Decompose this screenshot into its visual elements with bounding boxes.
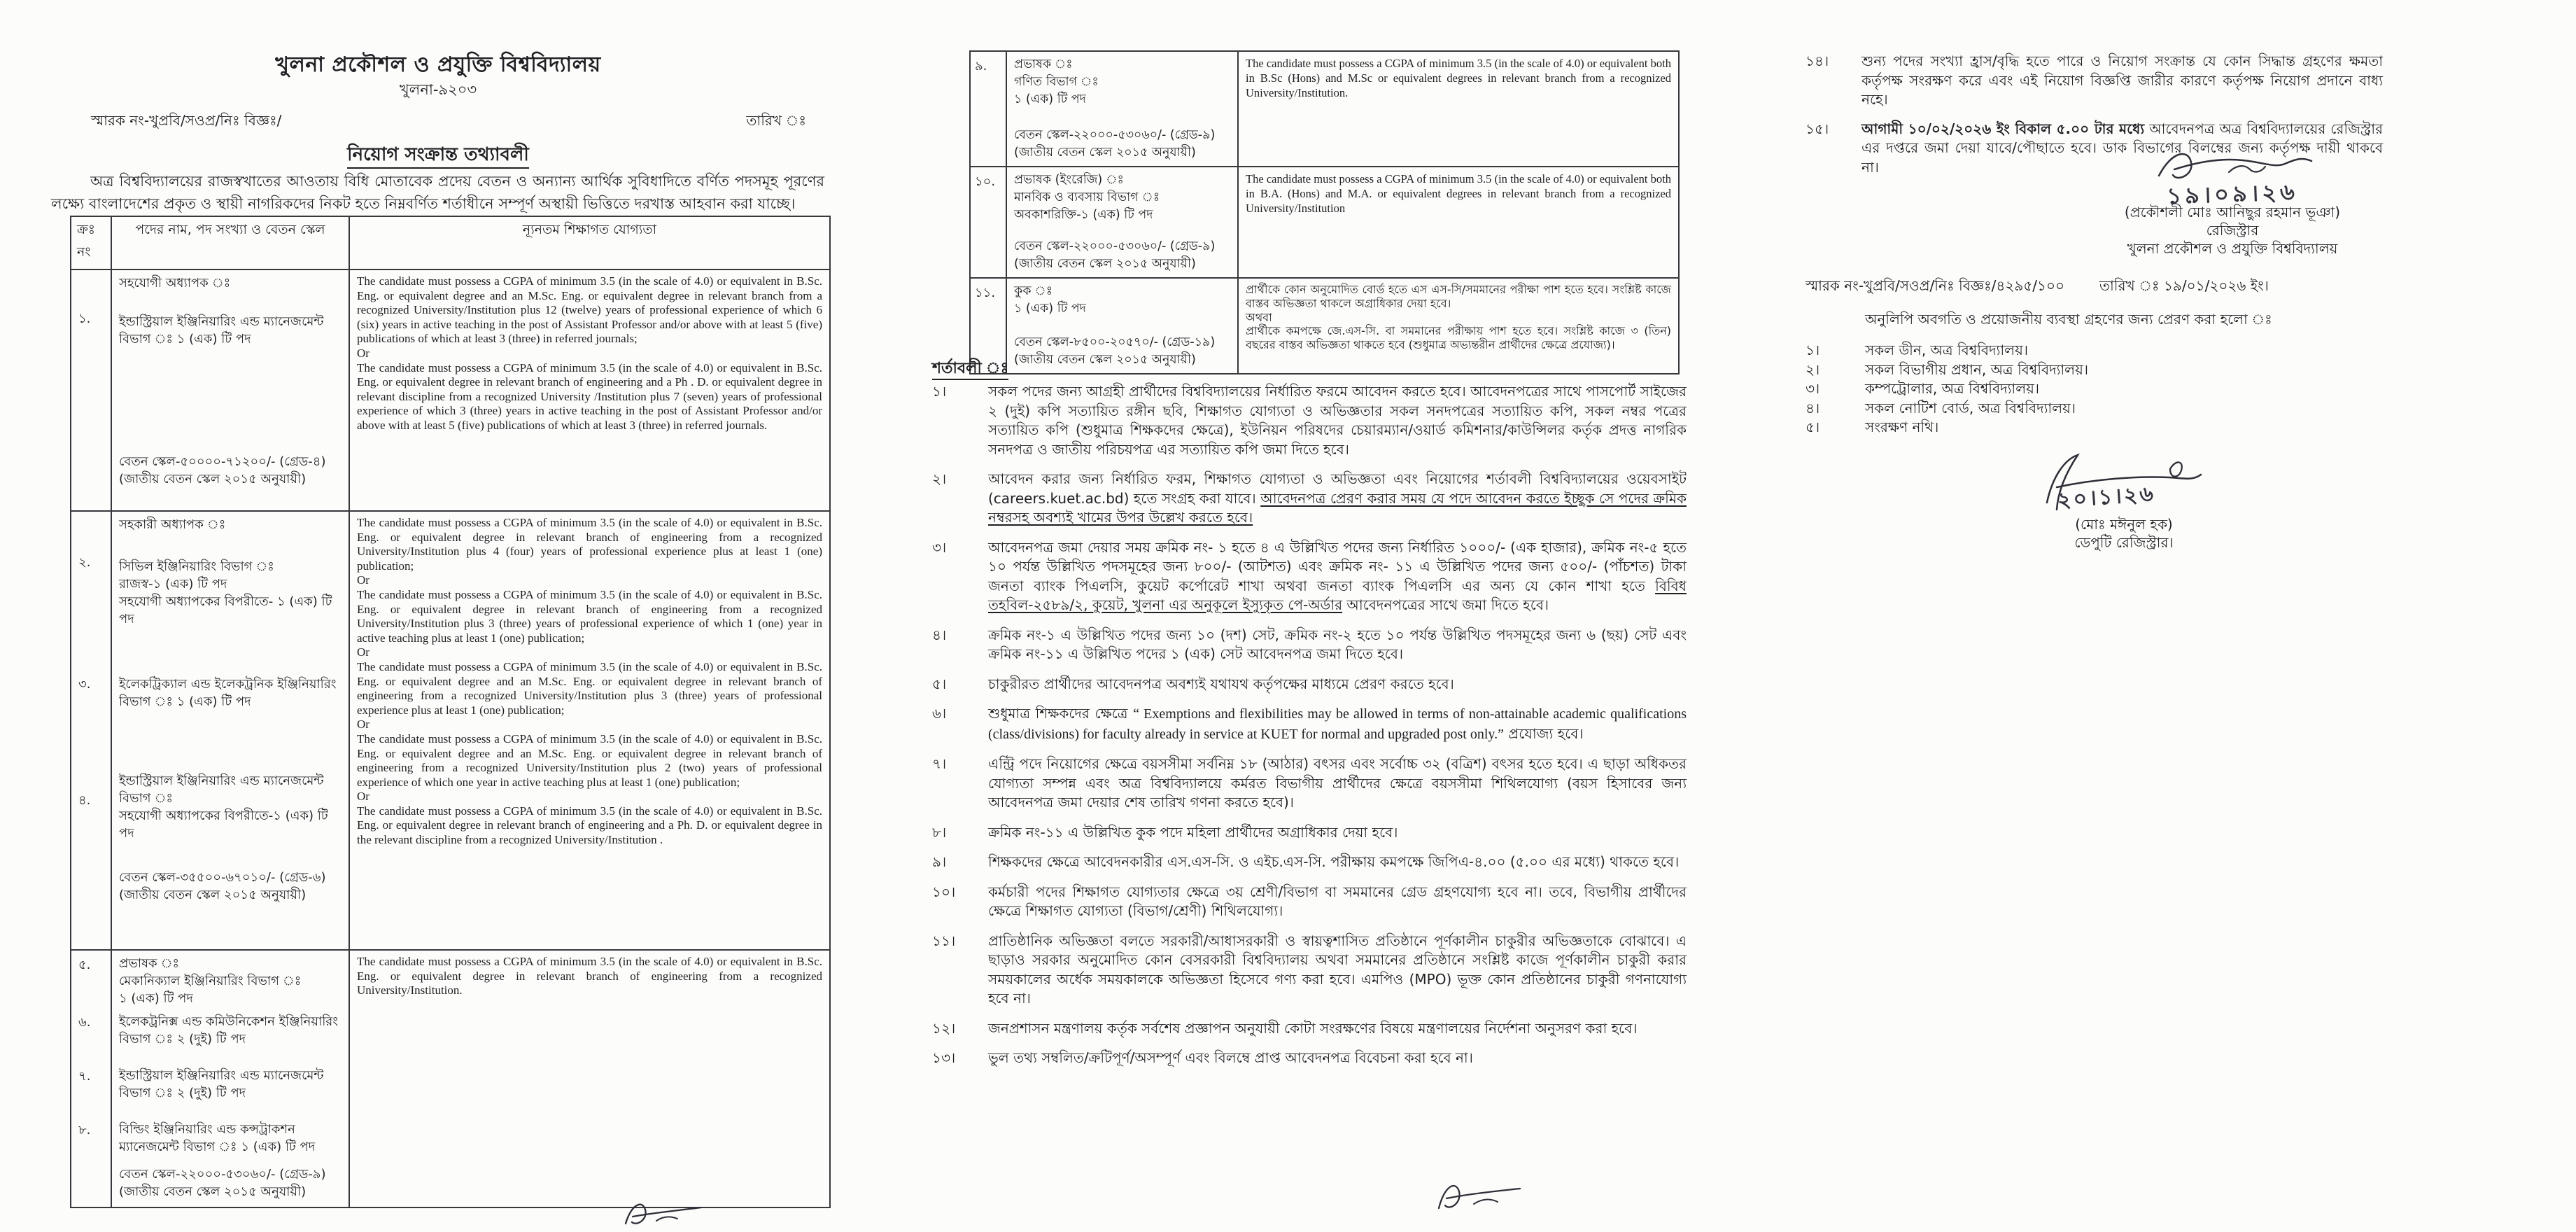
condition-item: ৮। ক্রমিক নং-১১ এ উল্লিখিত কুক পদে মহিলা প্রার্থীদের অগ্রাধিকার দেয়া হবে।	[932, 823, 1398, 841]
condition-item: ২। আবেদন করার জন্য নির্ধারিত ফরম, শিক্ষাগত যোগ্যতা ও অভিজ্ঞতা এবং নিয়োগের শর্তাবলী বিশ্ববিদ্যালয়ের ওয়েবসাইট (careers.kuet.ac.bd) হতে সংগ্রহ করা যাবে। আবেদনপত্র প্রেরণ করার সময় যে পদে আবেদন করতে ইচ্ছুক সে পদের ক্রমিক নম্বরসহ অবশ্যই খামের উপর উল্লেখ করতে হবে।	[932, 470, 1687, 526]
copy-item: ৫। সংরক্ষণ নথি।	[1806, 419, 1939, 435]
condition-item: ১৩। ভুল তথ্য সম্বলিত/ক্রটিপূর্ণ/অসম্পূর্ণ এবং বিলম্বে প্রাপ্ত আবেদনপত্র বিবেচনা করা হবে না।	[932, 1049, 1473, 1066]
serial-1: ১.	[78, 312, 91, 326]
condition-item: ৬। শুধুমাত্র শিক্ষকদের ক্ষেত্রে “ Exemptions and flexibilities may be allowed in terms of non-attainable academic qualifications (class/divisions) for faculty already in service at KUET for normal and upgraded post only.” প্রযোজ্য হবে।	[932, 705, 1687, 742]
qualification-cell-9: The candidate must possess a CGPA of minimum 3.5 (in the scale of 4.0) or equivalent both in B.Sc (Hons) and M.Sc or equivalent degrees in relevant branch from a recognized University/Institution.	[1246, 57, 1671, 99]
page-middle	[931, 0, 1701, 1229]
page-left	[45, 0, 831, 1229]
memo-number-label: স্মারক নং-খুপ্রবি/সওপ্র/নিঃ বিজ্ঞঃ/	[91, 112, 282, 129]
qualification-cell-5-8: The candidate must possess a CGPA of minimum 3.5 (in the scale of 4.0) or equivalent in B.Sc. Eng. or equivalent degree in relevant branch of engineering from a recognized University/Institution.	[357, 955, 822, 997]
serial-10: ১০.	[975, 174, 996, 189]
serial-2: ২.	[78, 555, 91, 570]
deputy-signature	[2008, 448, 2239, 515]
condition-item: ৯। শিক্ষকদের ক্ষেত্রে আবেদনকারীর এস.এস-সি. ও এইচ.এস-সি. পরীক্ষায় কমপক্ষে জিপিএ-৪.০০ (৫.০০ এর মধ্যে) থাকতে হবে।	[932, 853, 1680, 870]
signature-page2	[1428, 1175, 1526, 1219]
col-header-qualification: ন্যূনতম শিক্ষাগত যোগ্যতা	[522, 222, 657, 237]
copy-list	[1806, 341, 2295, 438]
conditions-heading: শর্তাবলী ঃ	[932, 356, 1008, 382]
table-row	[71, 950, 830, 1208]
post-cell-1: সহযোগী অধ্যাপক ঃ ইন্ডাস্ট্রিয়াল ইঞ্জিনিয়ারিং এন্ড ম্যানেজমেন্ট বিভাগ ঃ ১ (এক) টি পদ বেতন স্কেল-৫০০০০-৭১২০০/- (গ্রেড-৪) (জাতীয় বেতন স্কেল ২০১৫ অনুযায়ী)	[119, 276, 326, 486]
serial-6: ৬.	[78, 1015, 91, 1030]
memo-date-2: তারিখ ঃ ১৯/০১/২০২৬ ইং।	[2099, 277, 2269, 294]
page-right	[1799, 0, 2576, 1229]
copy-item: ৩। কম্পট্রোলার, অত্র বিশ্ববিদ্যালয়।	[1806, 380, 2040, 397]
table-row	[970, 167, 1679, 278]
table-header-row	[71, 216, 830, 270]
qualification-cell-11: প্রার্থীকে কোন অনুমোদিত বোর্ড হতে এস এস-সি/সমমানের পরীক্ষা পাশ হতে হবে। সংশ্লিষ্ট কাজে বাস্তব অভিজ্ঞতা থাকলে অগ্রাধিকার দেয়া হবে। অথবা প্রার্থীকে কমপক্ষে জে.এস-সি. বা সমমানের পরীক্ষায় পাশ হতে হবে। সংশ্লিষ্ট কাজে ৩ (তিন) বছরের বাস্তব অভিজ্ঞতা থাকতে হবে (শুধুমাত্র অভ্যন্তরীন প্রার্থীদের ক্ষেত্রে প্রযোজ্য)।	[1246, 283, 1671, 352]
table-row	[71, 511, 830, 950]
registrar-org: খুলনা প্রকৌশল ও প্রযুক্তি বিশ্ববিদ্যালয়	[2127, 240, 2338, 257]
post-cell-2-4: সহকারী অধ্যাপক ঃ সিভিল ইঞ্জিনিয়ারিং বিভাগ ঃ রাজস্ব-১ (এক) টি পদ সহযোগী অধ্যাপকের বিপরীতে- ১ (এক) টি পদ ইলেকট্রিক্যাল এন্ড ইলেকট্রনিক ইঞ্জিনিয়ারিং বিভাগ ঃ ১ (এক) টি পদ ইন্ডাস্ট্রিয়াল ইঞ্জিনিয়ারিং এন্ড ম্যানেজমেন্ট বিভাগ ঃ সহযোগী অধ্যাপকের বিপরীতে-১ (এক) টি পদ বেতন স্কেল-৩৫৫০০-৬৭০১০/- (গ্রেড-৬) (জাতীয় বেতন স্কেল ২০১৫ অনুযায়ী)	[119, 517, 337, 902]
memo-row-2	[1806, 276, 2568, 299]
intro-paragraph: অত্র বিশ্ববিদ্যালয়ের রাজস্বখাতের আওতায় বিধি মোতাবেক প্রদেয় বেতন ও অন্যান্য আর্থিক সুবিধাদিতে বর্ণিত পদসমূহ পূরণের লক্ষ্যে বাংলাদেশের প্রকৃত ও স্থায়ী নাগরিকদের নিকট হতে নিম্নবর্ণিত শর্তাধীনে সম্পূর্ণ অস্থায়ী ভিত্তিতে দরখাস্ত আহবান করা যাচ্ছে।	[51, 173, 824, 212]
signature-page1	[616, 1196, 707, 1232]
table-row	[970, 278, 1679, 374]
post-cell-10: প্রভাষক (ইংরেজি) ঃ মানবিক ও ব্যবসায় বিভাগ ঃ অবকাশরিক্তি-১ (এক) টি পদ বেতন স্কেল-২২০০০-৫৩০৬০/- (গ্রেড-৯) (জাতীয় বেতন স্কেল ২০১৫ অনুযায়ী)	[1014, 173, 1216, 271]
university-address: খুলনা-৯২০৩	[399, 81, 477, 98]
condition-item: ১১। প্রাতিষ্ঠানিক অভিজ্ঞতা বলতে সরকারী/আধাসরকারী ও স্বায়ত্বশাসিত প্রতিষ্ঠানে পূর্ণকালীন চাকুরীর অভিজ্ঞতাকে বোঝাবে। এ ছাড়াও সরকার অনুমোদিত কোন বেসরকারী বিশ্ববিদ্যালয় অথবা সমমানের প্রতিষ্ঠানে সংশ্লিষ্ট কাজে পূর্ণকালীন চাকুরী করার সময়কালের অর্ধেক সময়কালকে অভিজ্ঞতা হিসেবে গণ্য করা হবে। এমপিও (MPO) ভূক্ত কোন প্রতিষ্ঠানের চাকুরী গণনাযোগ্য হবে না।	[932, 932, 1687, 1007]
condition-item: ১৫। আগামী ১০/০২/২০২৬ ইং বিকাল ৫.০০ টার মধ্যে আবেদনপত্র অত্র বিশ্ববিদ্যালয়ের রেজিস্ট্রার এর দপ্তরে জমা দেয়া যাবে/পৌছাতে হবে। ডাক বিভাগের বিলম্বের জন্য কর্তৃপক্ষ দায়ী থাকবে না।	[1806, 120, 2384, 176]
col-header-serial: ক্রঃ নং	[77, 222, 96, 260]
deputy-registrar-signature-block	[2008, 448, 2239, 552]
memo-row	[45, 111, 831, 134]
condition-item: ১। সকল পদের জন্য আগ্রহী প্রার্থীদের বিশ্ববিদ্যালয়ের নির্ধারিত ফরমে আবেদন করতে হবে। আবেদনপত্রের সাথে পাসপোর্ট সাইজের ২ (দুই) কপি সত্যায়িত রঙ্গীন ছবি, শিক্ষাগত যোগ্যতা ও অভিজ্ঞতার সকল সনদপত্রের সত্যায়িত কপি, সকল নম্বর পত্রের সত্যায়িত কপি (শুধুমাত্র শিক্ষকদের ক্ষেত্রে), ইউনিয়ন পরিষদের চেয়ারম্যান/ওয়ার্ড কমিশনার/কাউন্সিলর কর্তৃক প্রদত্ত নাগরিক সনদপত্র ও জাতীয় পরিচয়পত্র এর সত্যায়িত কপি জমা দিতে হবে।	[932, 383, 1687, 458]
post-cell-5-8: প্রভাষক ঃ মেকানিক্যাল ইঞ্জিনিয়ারিং বিভাগ ঃ ১ (এক) টি পদ ইলেকট্রনিক্স এন্ড কমিউনিকেশন ইঞ্জিনিয়ারিং বিভাগ ঃ ২ (দুই) টি পদ ইন্ডাস্ট্রিয়াল ইঞ্জিনিয়ারিং এন্ড ম্যানেজমেন্ট বিভাগ ঃ ২ (দুই) টি পদ বিল্ডিং ইঞ্জিনিয়ারিং এন্ড কন্সট্রাকশন ম্যানেজমেন্ট বিভাগ ঃ ১ (এক) টি পদ বেতন স্কেল-২২০০০-৫৩০৬০/- (গ্রেড-৯) (জাতীয় বেতন স্কেল ২০১৫ অনুযায়ী)	[119, 956, 339, 1199]
vacancy-table-continued	[969, 50, 1680, 374]
conditions-list	[932, 382, 1687, 1079]
copy-item: ১। সকল ডীন, অত্র বিশ্ববিদ্যালয়।	[1806, 342, 2028, 358]
condition-item: ৩। আবেদনপত্র জমা দেয়ার সময় ক্রমিক নং- ১ হতে ৪ এ উল্লিখিত পদের জন্য নির্ধারিত ১০০০/- (এক হাজার), ক্রমিক নং-৫ হতে ১০ পর্যন্ত উল্লিখিত পদসমূহের জন্য ৮০০/- (আটশত) এবং ক্রমিক নং- ১১ এ উল্লিখিত পদের জন্য ৫০০/- (পাঁচশত) টাকা জনতা ব্যাংক পিএলসি, কুয়েট কর্পোরেট শাখা অথবা জনতা ব্যাংক পিএলসি এর অন্য যে কোন শাখা হতে বিবিধ তহবিল-২৫৮৯/২, কুয়েট, খুলনা এর অনুকূলে ইস্যুকৃত পে-অর্ডার আবেদনপত্রের সাথে জমা দিতে হবে।	[932, 538, 1687, 613]
deputy-hand-date: ২০।১।২৬	[2056, 482, 2156, 513]
deputy-title: ডেপুটি রেজিস্ট্রার।	[2074, 534, 2174, 551]
memo-number-2: স্মারক নং-খুপ্রবি/সওপ্র/নিঃ বিজ্ঞঃ/৪২৯৫/১০০	[1806, 277, 2065, 294]
col-header-post: পদের নাম, পদ সংখ্যা ও বেতন স্কেল	[135, 222, 325, 237]
condition-item: ১৪। শুন্য পদের সংখ্যা হ্রাস/বৃদ্ধি হতে পারে ও নিয়োগ সংক্রান্ত যে কোন সিদ্ধান্ত গ্রহণের ক্ষমতা কর্তৃপক্ষ সংরক্ষণ করে এবং এই নিয়োগ বিজ্ঞপ্তি জারীর কারণে কর্তৃপক্ষ নিয়োগ প্রদানে বাধ্য নহে।	[1806, 52, 2383, 108]
condition-item: ৭। এন্ট্রি পদে নিয়োগের ক্ষেত্রে বয়সসীমা সর্বনিম্ন ১৮ (আঠার) বৎসর এবং সর্বোচ্চ ৩২ (বত্রিশ) বৎসর হতে হবে। এ ছাড়া অধিকতর যোগ্যতা সম্পন্ন এবং অত্র বিশ্ববিদ্যালয়ে কর্মরত বিভাগীয় প্রার্থীদের ক্ষেত্রে বয়সসীমা শিথিলযোগ্য (বয়স হিসাবের জন্য আবেদনপত্র জমা দেয়ার শেষ তারিখ গণনা করতে হবে)।	[932, 755, 1687, 811]
qualification-cell-1: The candidate must possess a CGPA of minimum 3.5 (in the scale of 4.0) or equivalent in B.Sc. Eng. or equivalent degree and an M.Sc. Eng. or equivalent degree in relevant branch from a recognized University/Institution plus 12 (twelve) years of professional experience of which 6 (six) years in active teaching in the post of Assistant Professor and/or above with at least 5 (five) publications of which at least 3 (three) in referred journals; Or The candidate must possess a CGPA of minimum 3.5 (in the scale of 4.0) or equivalent in B.Sc. Eng. or equivalent degree in relevant branch of engineering and a Ph . D. or equivalent degree in relevant discipline from a recognized University /Institution plus 7 (seven) years of professional experience of which 3 (three) years in active teaching in the post of Assistant Professor and/or above with at least 5 (five) publications of which at least 3 (three) in referred journals.	[357, 274, 822, 432]
serial-3: ৩.	[78, 677, 91, 692]
vacancy-table	[70, 216, 831, 1208]
copy-heading: অনুলিপি অবগতি ও প্রয়োজনীয় ব্যবস্থা গ্রহণের জন্য প্রেরণ করা হলো ঃ	[1865, 311, 2272, 328]
condition-item: ১২। জনপ্রশাসন মন্ত্রণালয় কর্তৃক সর্বশেষ প্রজ্ঞাপন অনুযায়ী কোটা সংরক্ষণের বিষয়ে মন্ত্রণালয়ের নির্দেশনা অনুসরণ করা হবে।	[932, 1019, 1638, 1037]
registrar-hand-date: ১৯।০৯।২৬	[2166, 178, 2299, 210]
serial-9: ৯.	[975, 59, 987, 74]
table-row	[71, 270, 830, 511]
condition-item: ৪। ক্রমিক নং-১ এ উল্লিখিত পদের জন্য ১০ (দশ) সেট, ক্রমিক নং-২ হতে ১০ পর্যন্ত উল্লিখিত পদসমূহের জন্য ৬ (ছয়) সেট এবং ক্রমিক নং-১১ এ উল্লিখিত পদের ১ (এক) সেট আবেদনপত্র জমা দিতে হবে।	[932, 626, 1687, 662]
page-title: নিয়োগ সংক্রান্ত তথ্যাবলী	[45, 140, 831, 171]
condition-item: ১০। কর্মচারী পদের শিক্ষাগত যোগ্যতার ক্ষেত্রে ৩য় শ্রেণী/বিভাগ বা সমমানের গ্রেড গ্রহণযোগ্য হবে না। তবে, বিভাগীয় প্রার্থীদের ক্ষেত্রে শিক্ষাগত যোগ্যতা (বিভাগ/শ্রেণী) শিথিলযোগ্য।	[932, 883, 1687, 919]
serial-4: ৪.	[78, 793, 91, 808]
copy-item: ৪। সকল নোটিশ বোর্ড, অত্র বিশ্ববিদ্যালয়।	[1806, 399, 2076, 416]
serial-8: ৮.	[78, 1123, 91, 1138]
table-row	[970, 51, 1679, 167]
copy-item: ২। সকল বিভাগীয় প্রধান, অত্র বিশ্ববিদ্যালয়।	[1806, 360, 2089, 378]
date-label: তারিখ ঃ	[746, 112, 806, 129]
qualification-cell-2-4: The candidate must possess a CGPA of minimum 3.5 (in the scale of 4.0) or equivalent in B.Sc. Eng. or equivalent degree in relevant branch of engineering from a recognized University/Institution plus 4 (four) years of professional experience plus at least 1 (one) publication; Or The candidate must possess a CGPA of minimum 3.5 (in the scale of 4.0) or equivalent in B.Sc. Eng. or equivalent degree in relevant branch of engineering from a recognized University/Institution plus 3 (three) years of professional experience of which 1 (one) year in active teaching plus at least 1 (one) publication; Or The candidate must possess a CGPA of minimum 3.5 (in the scale of 4.0) or equivalent in B.Sc. Eng. or equivalent degree and an M.Sc. Eng. or equivalent degree in relevant branch of engineering from a recognized University/Institution plus 3 (three) years of professional experience plus at least 1 (one) publication; Or The candidate must possess a CGPA of minimum 3.5 (in the scale of 4.0) or equivalent in B.Sc. Eng. or equivalent degree and an M.Sc. Eng. or equivalent degree in relevant branch of engineering from a recognized University/Institution plus 2 (two) years of professional experience of which one year in active teaching plus at least 1 (one) publication; Or The candidate must possess a CGPA of minimum 3.5 (in the scale of 4.0) or equivalent in B.Sc. Eng. or equivalent degree in relevant branch of engineering and a Ph. D. or equivalent degree in the relevant discipline from a recognized University/Institution .	[357, 516, 822, 847]
qualification-cell-10: The candidate must possess a CGPA of minimum 3.5 (in the scale of 4.0) or equivalent both in B.A. (Hons) and M.A. or equivalent degrees in relevant branch from a recognized University/Institution	[1246, 172, 1671, 215]
post-cell-11: কুক ঃ ১ (এক) টি পদ বেতন স্কেল-৮৫০০-২০৫৭০/- (গ্রেড-১৯) (জাতীয় বেতন স্কেল ২০১৫ অনুযায়ী)	[1014, 284, 1216, 367]
serial-11: ১১.	[975, 286, 996, 300]
registrar-name: (প্রকৌশলী মোঃ আনিছুর রহমান ভূঞা)	[2124, 204, 2341, 220]
serial-5: ৫.	[78, 958, 91, 972]
registrar-title: রেজিস্ট্রার	[2206, 222, 2259, 239]
deputy-name: (মোঃ মঈনুল হক)	[2075, 516, 2173, 533]
university-name: খুলনা প্রকৌশল ও প্রযুক্তি বিশ্ববিদ্যালয়	[275, 52, 601, 77]
registrar-signature-block	[2057, 144, 2407, 258]
condition-item: ৫। চাকুরীরত প্রার্থীদের আবেদনপত্র অবশ্যই যথাযথ কর্তৃপক্ষের মাধ্যমে প্রেরণ করতে হবে।	[932, 675, 1454, 692]
post-cell-9: প্রভাষক ঃ গণিত বিভাগ ঃ ১ (এক) টি পদ বেতন স্কেল-২২০০০-৫৩০৬০/- (গ্রেড-৯) (জাতীয় বেতন স্কেল ২০১৫ অনুযায়ী)	[1014, 57, 1216, 160]
serial-7: ৭.	[78, 1069, 91, 1084]
